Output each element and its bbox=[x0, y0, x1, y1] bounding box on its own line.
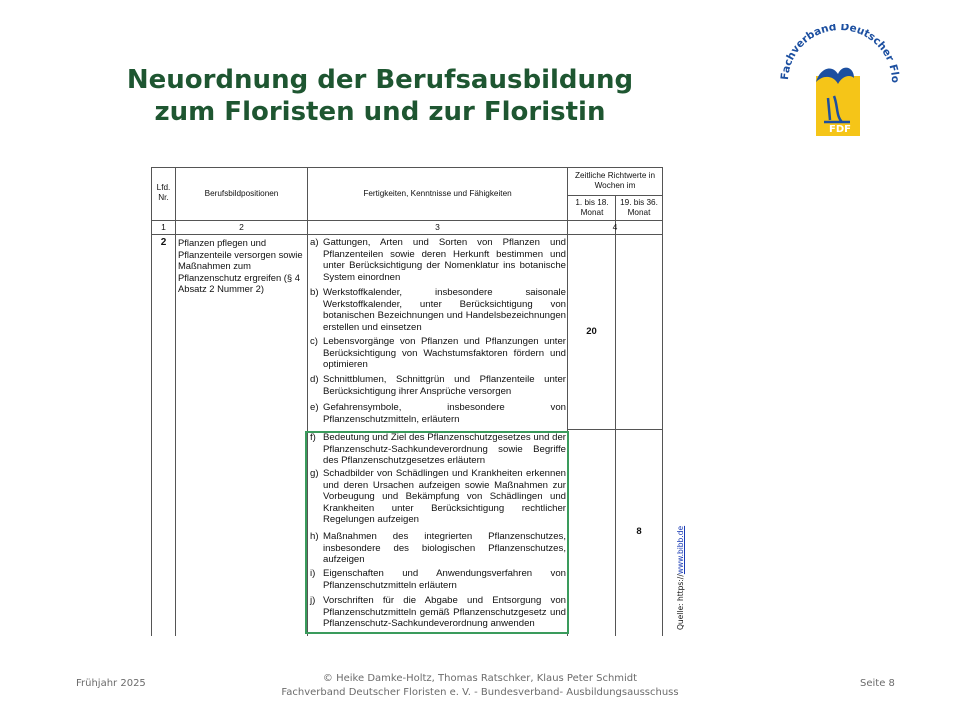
item-label: d) bbox=[310, 374, 319, 385]
list-item bbox=[310, 287, 566, 333]
fdf-logo bbox=[776, 24, 906, 142]
row-number: 2 bbox=[160, 237, 167, 248]
header-fertigkeiten: Fertigkeiten, Kenntnisse und Fähigkeiten bbox=[363, 189, 512, 198]
item-label: h) bbox=[310, 531, 319, 542]
fdf-logo-icon bbox=[776, 24, 906, 142]
item-label: c) bbox=[310, 336, 318, 347]
source-prefix: Quelle: https:// bbox=[676, 574, 685, 630]
header-monat-1-18: 1. bis 18. Monat bbox=[575, 198, 609, 217]
footer-authors: © Heike Damke-Holtz, Thomas Ratschker, Klaus Peter Schmidt bbox=[322, 673, 638, 684]
logo-arc-text: Fachverband Deutscher Flo bbox=[778, 24, 902, 84]
col-number-1: 1 bbox=[161, 222, 166, 232]
item-label: b) bbox=[310, 287, 319, 298]
footer-organization: Fachverband Deutscher Floristen e. V. - Bundesverband- Ausbildungsausschuss bbox=[281, 687, 679, 698]
header-lfd-nr: Lfd. Nr. bbox=[156, 183, 171, 202]
item-label: i) bbox=[310, 568, 316, 579]
footer-copyright bbox=[250, 672, 710, 700]
row-position: Pflanzen pflegen und Pflanzenteile versorgen sowie Maßnahmen zum Pflanzenschutz ergreifen (§ 4 Absatz 2 Nummer 2) bbox=[178, 237, 303, 295]
header-berufsbildpositionen: Berufsbildpositionen bbox=[204, 189, 279, 198]
item-label: j) bbox=[310, 595, 316, 606]
weeks-first-period: 20 bbox=[586, 326, 597, 337]
item-label: a) bbox=[310, 237, 319, 248]
logo-abbr: FDF bbox=[829, 124, 851, 135]
item-text: Schnittblumen, Schnittgrün und Pflanzenteile unter Berücksichtigung ihrer Ansprüche versorgen bbox=[323, 374, 566, 397]
list-item bbox=[310, 336, 566, 371]
col-number-3: 3 bbox=[435, 222, 440, 232]
item-label: f) bbox=[310, 432, 316, 443]
item-text: Gefahrensymbole, insbesondere von Pflanzenschutzmitteln, erläutern bbox=[323, 402, 566, 425]
footer-date: Frühjahr 2025 bbox=[76, 678, 146, 689]
footer-page-number: Seite 8 bbox=[860, 678, 895, 689]
item-text: Maßnahmen des integrierten Pflanzenschutzes, insbesondere des biologischen Pflanzenschutzes, aufzeigen bbox=[323, 531, 566, 566]
col-number-4: 4 bbox=[612, 222, 618, 232]
item-text: Lebensvorgänge von Pflanzen und Pflanzungen unter Berücksichtigung von Wachstumsfaktoren fördern und optimieren bbox=[323, 336, 566, 371]
item-text: Eigenschaften und Anwendungsverfahren von Pflanzenschutzmitteln erläutern bbox=[323, 568, 566, 591]
title-line-1: Neuordnung der Berufsausbildung bbox=[126, 65, 634, 95]
item-text: Schadbilder von Schädlingen und Krankheiten erkennen und deren Ursachen aufzeigen sowie Maßnahmen zur Vorbeugung und Bekämpfung von Schädlingen und Krankheiten unter Berücksichtigung rechtlicher Regelungen aufzeigen bbox=[323, 468, 566, 526]
list-item bbox=[310, 374, 566, 397]
list-item bbox=[310, 402, 566, 425]
source-link[interactable]: www.bibb.de bbox=[676, 525, 685, 575]
item-text: Bedeutung und Ziel des Pflanzenschutzgesetzes und der Pflanzenschutz-Sachkundeverordnung sowie Begriffe des Pflanzenschutzgesetzes erläutern bbox=[323, 432, 566, 467]
item-label: g) bbox=[310, 468, 319, 479]
item-text: Gattungen, Arten und Sorten von Pflanzen und Pflanzenteilen sowie deren Herkunft bestimmen und unter Berücksichtigung der Nomenklatur ins botanische System einordnen bbox=[323, 237, 566, 283]
list-item bbox=[310, 237, 566, 283]
item-label: e) bbox=[310, 402, 319, 413]
weeks-second-period: 8 bbox=[636, 526, 642, 537]
slide-title bbox=[120, 64, 640, 128]
title-line-2: zum Floristen und zur Floristin bbox=[154, 97, 606, 127]
highlight-box bbox=[305, 431, 569, 634]
item-text: Werkstoffkalender, insbesondere saisonale Werkstoffkalender, unter Berücksichtigung von botanischen Bezeichnungen und Handelsbezeichnungen erstellen und einsetzen bbox=[323, 287, 566, 333]
source-note bbox=[676, 526, 685, 630]
item-text: Vorschriften für die Abgabe und Entsorgung von Pflanzenschutzmitteln gemäß Pflanzenschutzgesetz und Pflanzenschutz-Sachkundeverordnung anwenden bbox=[323, 595, 566, 630]
col-number-2: 2 bbox=[239, 222, 244, 232]
header-zeitliche-richtwerte: Zeitliche Richtwerte in Wochen im bbox=[574, 171, 656, 190]
header-monat-19-36: 19. bis 36. Monat bbox=[620, 198, 658, 217]
